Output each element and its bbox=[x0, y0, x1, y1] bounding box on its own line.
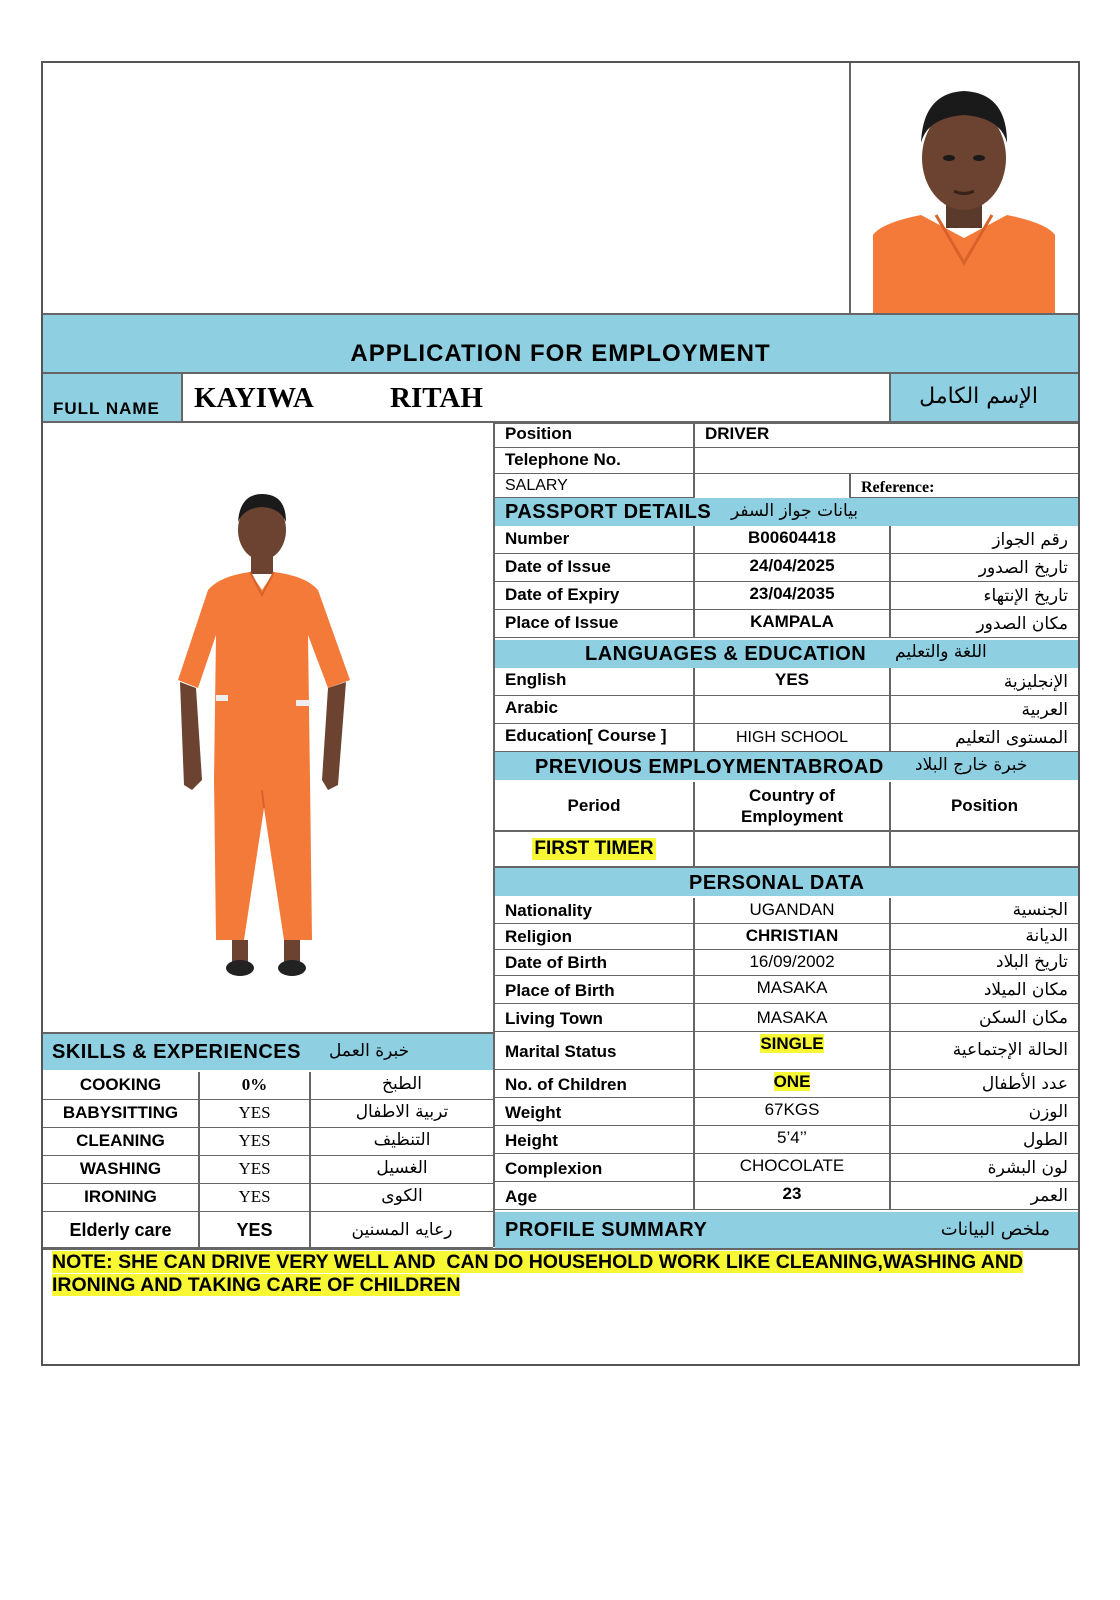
personal-row-value: MASAKA bbox=[695, 976, 889, 1004]
passport-row-value: KAMPALA bbox=[695, 610, 889, 638]
personal-row-ar: الحالة الإجتماعية bbox=[891, 1032, 1078, 1070]
skill-row-value: YES bbox=[200, 1156, 309, 1184]
personal-row-value: ONE bbox=[773, 1072, 811, 1091]
skill-row-value: YES bbox=[200, 1128, 309, 1156]
skills-header bbox=[43, 1034, 493, 1070]
passport-row-label: Date of Issue bbox=[495, 554, 693, 582]
personal-row-value: 67KGS bbox=[695, 1098, 889, 1126]
skill-row-ar: التنظيف bbox=[311, 1128, 493, 1156]
skill-row-label: IRONING bbox=[43, 1184, 198, 1212]
personal-row-value: MASAKA bbox=[695, 1004, 889, 1032]
passport-row-label: Number bbox=[495, 526, 693, 554]
telephone-label: Telephone No. bbox=[495, 448, 693, 474]
passport-row-label: Place of Issue bbox=[495, 610, 693, 638]
passport-row-value: 24/04/2025 bbox=[695, 554, 889, 582]
language-row-ar: الإنجليزية bbox=[891, 668, 1078, 696]
skill-row-ar: تربية الاطفال bbox=[311, 1100, 493, 1128]
skill-row-value: YES bbox=[200, 1184, 309, 1212]
page-title: APPLICATION FOR EMPLOYMENT bbox=[350, 340, 771, 367]
profile-summary-header bbox=[495, 1212, 1078, 1248]
passport-row-value: 23/04/2035 bbox=[695, 582, 889, 610]
personal-row-label: Age bbox=[495, 1182, 693, 1210]
profile-title-ar: ملخص البيانات bbox=[940, 1219, 1050, 1240]
passport-title-ar: بيانات جواز السفر bbox=[731, 501, 859, 521]
logo-area bbox=[43, 63, 849, 313]
passport-header bbox=[495, 498, 1078, 526]
passport-row-ar: تاريخ الصدور bbox=[891, 554, 1078, 582]
languages-header bbox=[495, 640, 1078, 668]
passport-row-ar: تاريخ الإنتهاء bbox=[891, 582, 1078, 610]
full-name-label-cell bbox=[43, 374, 183, 422]
personal-row-label: Religion bbox=[495, 924, 693, 950]
language-row-value: HIGH SCHOOL bbox=[695, 724, 889, 752]
previous-title-ar: خبرة خارج البلاد bbox=[915, 755, 1028, 775]
skill-row-ar: الغسيل bbox=[311, 1156, 493, 1184]
skill-row-label: CLEANING bbox=[43, 1128, 198, 1156]
profile-note-line1: NOTE: SHE CAN DRIVE VERY WELL AND CAN DO HOUSEHOLD WORK LIKE CLEANING,WASHING AND bbox=[52, 1251, 1024, 1273]
personal-row-label: Nationality bbox=[495, 898, 693, 924]
skill-row-ar: الطبخ bbox=[311, 1072, 493, 1100]
previous-title: PREVIOUS EMPLOYMENTABROAD bbox=[535, 756, 884, 778]
full-name-last: RITAH bbox=[390, 382, 483, 414]
personal-row-ar: مكان السكن bbox=[891, 1004, 1078, 1032]
passport-row-value: B00604418 bbox=[695, 526, 889, 554]
language-row-label: Arabic bbox=[495, 696, 693, 724]
personal-row-ar: الطول bbox=[891, 1126, 1078, 1154]
personal-row-label: Date of Birth bbox=[495, 950, 693, 976]
title-band bbox=[43, 315, 1078, 372]
skill-row-value: YES bbox=[200, 1212, 309, 1248]
skill-row-label: COOKING bbox=[43, 1072, 198, 1100]
previous-period-value: FIRST TIMER bbox=[534, 838, 654, 859]
profile-note-line2: IRONING AND TAKING CARE OF CHILDREN bbox=[52, 1274, 461, 1296]
personal-row-ar: الجنسية bbox=[891, 898, 1078, 924]
profile-title: PROFILE SUMMARY bbox=[505, 1219, 708, 1241]
personal-row-value: CHOCOLATE bbox=[695, 1154, 889, 1182]
salary-label: SALARY bbox=[495, 474, 693, 498]
full-body-photo bbox=[150, 490, 380, 985]
language-row-value bbox=[695, 696, 889, 724]
passport-row-label: Date of Expiry bbox=[495, 582, 693, 610]
position-value: DRIVER bbox=[695, 422, 1078, 448]
personal-row-value: 23 bbox=[695, 1182, 889, 1210]
full-name-label: FULL NAME bbox=[53, 399, 160, 418]
personal-row-ar: العمر bbox=[891, 1182, 1078, 1210]
previous-period-cell bbox=[495, 832, 693, 866]
passport-row-ar: مكان الصدور bbox=[891, 610, 1078, 638]
skill-row-label: WASHING bbox=[43, 1156, 198, 1184]
position-label: Position bbox=[495, 422, 693, 448]
reference-label: Reference: bbox=[851, 474, 1078, 498]
personal-row-label: No. of Children bbox=[495, 1070, 693, 1098]
previous-employment-header bbox=[495, 752, 1078, 780]
passport-title: PASSPORT DETAILS bbox=[505, 501, 712, 523]
previous-col-period bbox=[495, 782, 693, 830]
personal-row-value: CHRISTIAN bbox=[695, 924, 889, 950]
personal-row-ar: تاريخ البلاد bbox=[891, 950, 1078, 976]
personal-row-label: Weight bbox=[495, 1098, 693, 1126]
personal-row-label: Place of Birth bbox=[495, 976, 693, 1004]
personal-row-ar: لون البشرة bbox=[891, 1154, 1078, 1182]
full-name-first: KAYIWA bbox=[194, 382, 314, 414]
personal-row-label: Marital Status bbox=[495, 1032, 693, 1070]
full-name-arabic-label: الإسم الكامل bbox=[919, 384, 1038, 409]
telephone-value bbox=[695, 448, 1078, 474]
personal-row-label: Living Town bbox=[495, 1004, 693, 1032]
personal-row-ar: مكان الميلاد bbox=[891, 976, 1078, 1004]
language-row-label: English bbox=[495, 668, 693, 696]
language-row-value: YES bbox=[695, 668, 889, 696]
skill-row-label: BABYSITTING bbox=[43, 1100, 198, 1128]
personal-data-header bbox=[495, 868, 1078, 896]
previous-col-country bbox=[695, 782, 889, 830]
previous-col-period-label: Period bbox=[567, 796, 621, 815]
personal-row-label: Complexion bbox=[495, 1154, 693, 1182]
language-row-ar: العربية bbox=[891, 696, 1078, 724]
skill-row-ar: الكوى bbox=[311, 1184, 493, 1212]
personal-row-value: UGANDAN bbox=[695, 898, 889, 924]
previous-col-country-label: Country of Employment bbox=[740, 786, 844, 826]
full-name-arabic-cell bbox=[889, 374, 1078, 422]
skill-row-value: 0% bbox=[200, 1072, 309, 1100]
profile-note bbox=[52, 1251, 1072, 1297]
language-row-label: Education[ Course ] bbox=[495, 724, 693, 752]
personal-row-ar: عدد الأطفال bbox=[891, 1070, 1078, 1098]
personal-row-value: 5’4’’ bbox=[695, 1126, 889, 1154]
passport-row-ar: رقم الجواز bbox=[891, 526, 1078, 554]
previous-col-position bbox=[891, 782, 1078, 830]
skill-row-label: Elderly care bbox=[43, 1212, 198, 1248]
personal-row-value: 16/09/2002 bbox=[695, 950, 889, 976]
personal-row-value-cell bbox=[695, 1070, 889, 1098]
languages-title-ar: اللغة والتعليم bbox=[895, 642, 987, 662]
skills-title: SKILLS & EXPERIENCES bbox=[52, 1041, 301, 1063]
portrait-photo bbox=[851, 63, 1078, 313]
personal-row-label: Height bbox=[495, 1126, 693, 1154]
personal-row-value: SINGLE bbox=[760, 1034, 824, 1053]
personal-title: PERSONAL DATA bbox=[689, 872, 865, 894]
previous-col-position-label: Position bbox=[950, 796, 1019, 815]
languages-title: LANGUAGES & EDUCATION bbox=[585, 643, 867, 665]
skill-row-value: YES bbox=[200, 1100, 309, 1128]
personal-row-value-cell bbox=[695, 1032, 889, 1070]
personal-row-ar: الوزن bbox=[891, 1098, 1078, 1126]
skill-row-ar: رعايه المسنين bbox=[311, 1212, 493, 1248]
personal-row-ar: الديانة bbox=[891, 924, 1078, 950]
language-row-ar: المستوى التعليم bbox=[891, 724, 1078, 752]
skills-title-ar: خبرة العمل bbox=[329, 1041, 410, 1061]
